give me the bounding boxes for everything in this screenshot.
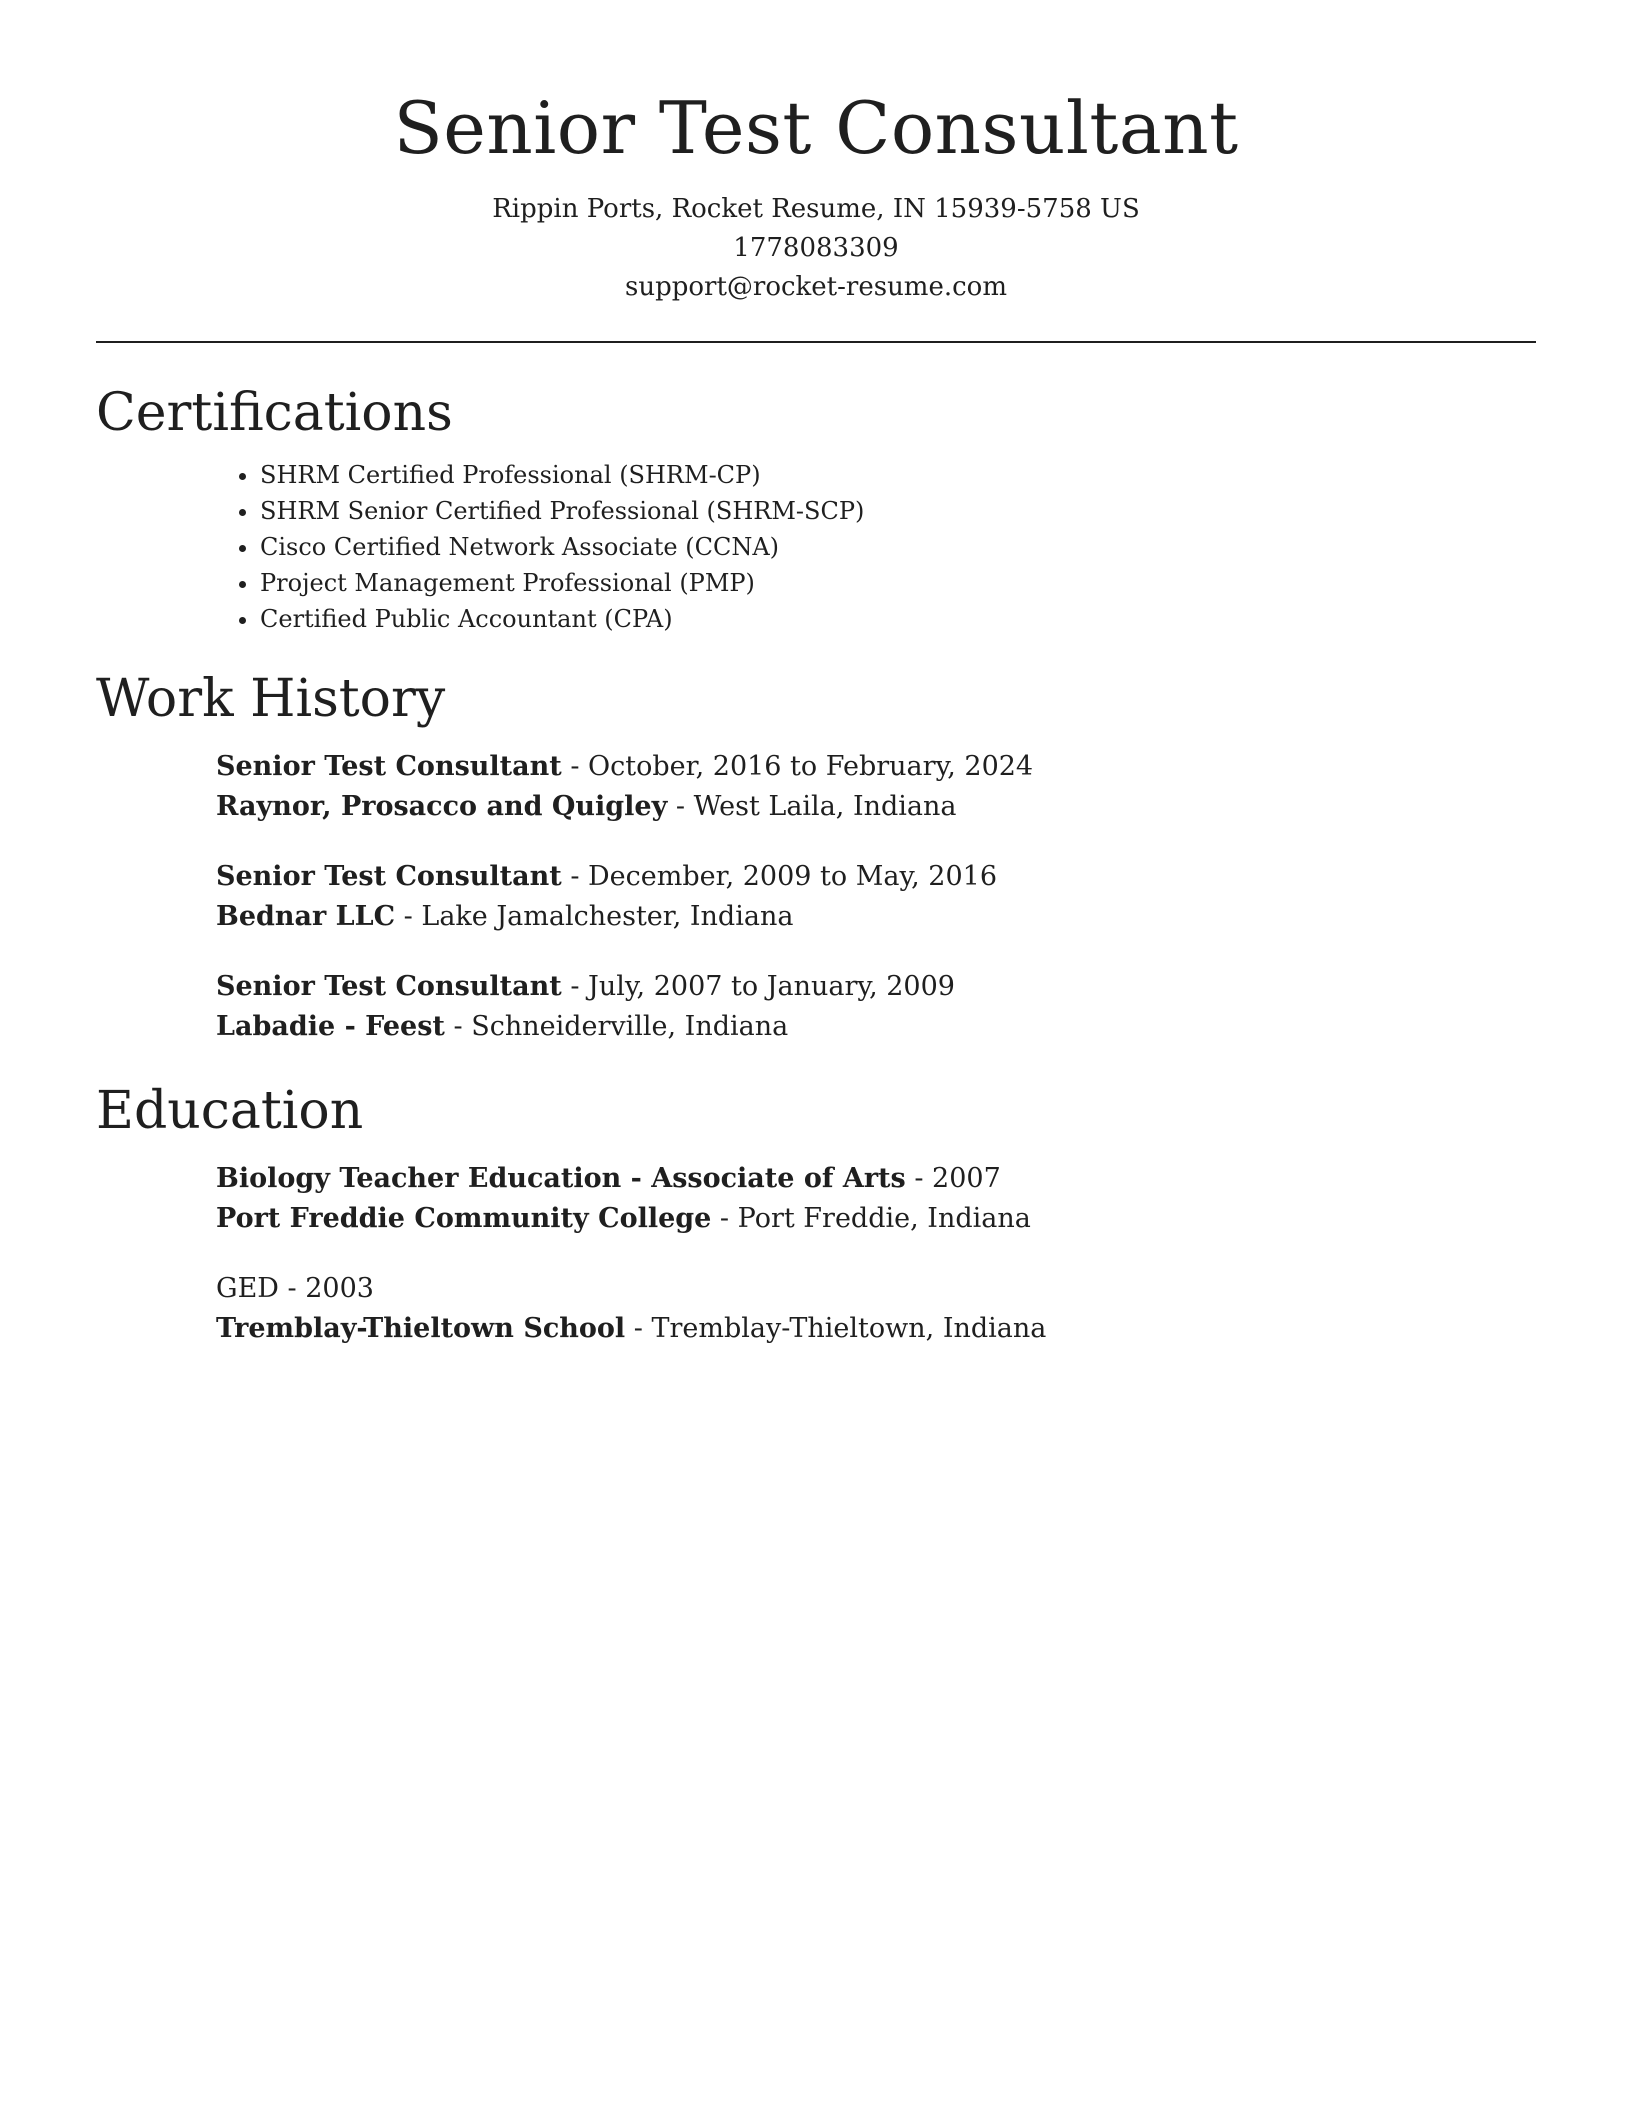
email-text: support@rocket-resume.com	[624, 272, 1007, 302]
separator: -	[444, 1011, 472, 1042]
job-role: Senior Test Consultant	[216, 751, 562, 782]
education-entry-school-line	[216, 1309, 1536, 1349]
phone-text: 1778083309	[733, 233, 899, 263]
work-entry	[216, 857, 1536, 937]
school-name: Port Freddie Community College	[216, 1203, 712, 1234]
certifications-section	[96, 377, 1536, 637]
certifications-heading: Certifications	[96, 383, 453, 443]
work-entry-title-line	[216, 967, 1536, 1007]
job-dates: October, 2016 to February, 2024	[588, 751, 1034, 782]
job-location: Lake Jamalchester, Indiana	[421, 901, 794, 932]
job-dates: July, 2007 to January, 2009	[588, 971, 955, 1002]
page-title: Senior Test Consultant	[393, 86, 1239, 170]
education-entry-degree-line	[216, 1269, 1536, 1309]
job-dates: December, 2009 to May, 2016	[588, 861, 997, 892]
contact-info	[96, 190, 1536, 307]
education-heading: Education	[96, 1081, 364, 1141]
company-name: Bednar LLC	[216, 901, 396, 932]
graduation-year: 2003	[305, 1273, 374, 1304]
education-entry-degree-line	[216, 1159, 1536, 1199]
address-text: Rippin Ports, Rocket Resume, IN 15939-5758 US	[492, 194, 1140, 224]
certifications-list	[96, 457, 1536, 637]
list-item: • SHRM Senior Certified Professional (SHRM-SCP)	[260, 493, 1536, 529]
separator: -	[561, 861, 589, 892]
company-name: Raynor, Prosacco and Quigley	[216, 791, 668, 822]
company-name: Labadie - Feest	[216, 1011, 445, 1042]
job-location: Schneiderville, Indiana	[471, 1011, 789, 1042]
work-entry-title-line	[216, 747, 1536, 787]
work-entry	[216, 747, 1536, 827]
school-name: Tremblay-Thieltown School	[216, 1313, 626, 1344]
degree-name: Biology Teacher Education - Associate of Arts	[216, 1163, 906, 1194]
work-history-section	[96, 663, 1536, 1047]
list-item: • SHRM Certified Professional (SHRM-CP)	[260, 457, 1536, 493]
separator: -	[561, 751, 589, 782]
work-history-heading: Work History	[96, 669, 446, 729]
separator: -	[561, 971, 589, 1002]
education-entry	[216, 1159, 1536, 1239]
separator: -	[625, 1313, 652, 1344]
education-entries	[96, 1159, 1536, 1349]
school-location: Tremblay-Thieltown, Indiana	[651, 1313, 1047, 1344]
job-role: Senior Test Consultant	[216, 861, 562, 892]
education-entry	[216, 1269, 1536, 1349]
degree-name: GED	[216, 1273, 279, 1304]
work-entry-title-line	[216, 857, 1536, 897]
job-location: West Laila, Indiana	[693, 791, 957, 822]
work-entry-company-line	[216, 787, 1536, 827]
separator: -	[395, 901, 422, 932]
resume-header	[96, 0, 1536, 307]
school-location: Port Freddie, Indiana	[737, 1203, 1031, 1234]
list-item: • Certified Public Accountant (CPA)	[260, 601, 1536, 637]
graduation-year: 2007	[932, 1163, 1001, 1194]
separator: -	[711, 1203, 738, 1234]
work-entry-company-line	[216, 897, 1536, 937]
list-item: • Cisco Certified Network Associate (CCNA)	[260, 529, 1536, 565]
education-section	[96, 1075, 1536, 1349]
job-role: Senior Test Consultant	[216, 971, 562, 1002]
separator: -	[905, 1163, 933, 1194]
education-entry-school-line	[216, 1199, 1536, 1239]
work-entry	[216, 967, 1536, 1047]
separator: -	[278, 1273, 306, 1304]
work-history-entries	[96, 747, 1536, 1047]
list-item: • Project Management Professional (PMP)	[260, 565, 1536, 601]
header-divider	[96, 341, 1536, 343]
separator: -	[667, 791, 694, 822]
work-entry-company-line	[216, 1007, 1536, 1047]
